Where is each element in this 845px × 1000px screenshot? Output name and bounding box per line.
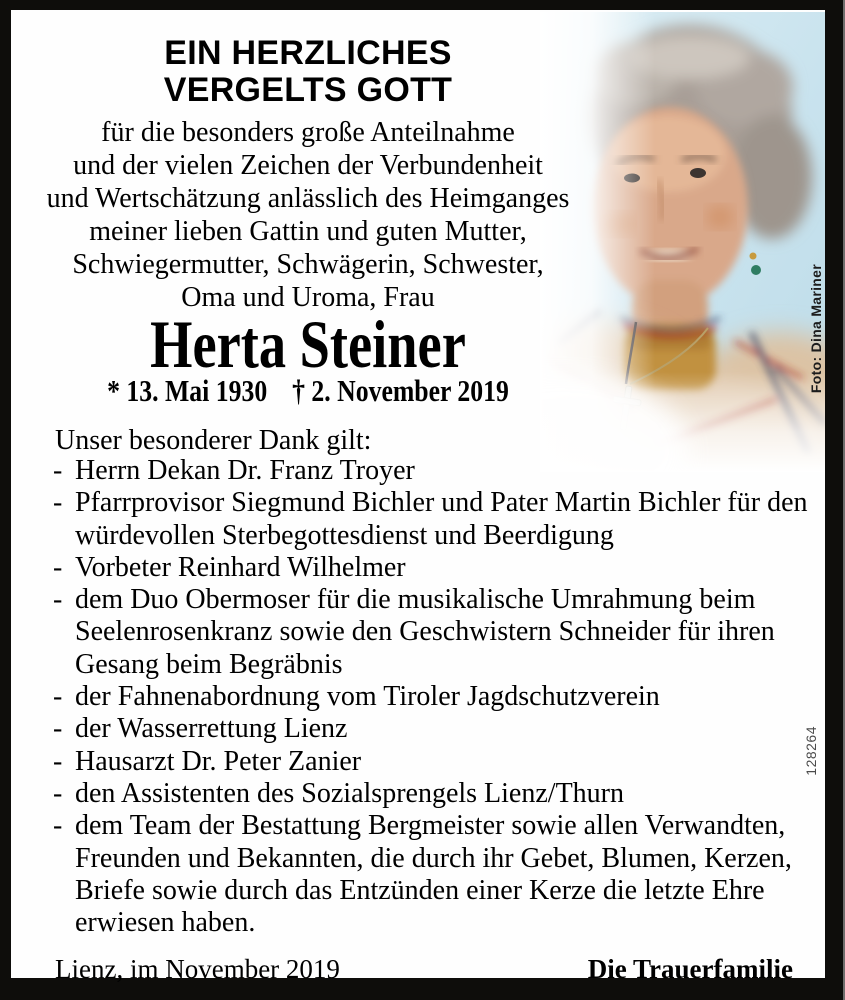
reference-number: 128264: [803, 726, 819, 776]
intro-line: meiner lieben Gattin und guten Mutter,: [89, 216, 527, 247]
list-item-text: der Wasserrettung Lienz: [75, 713, 348, 745]
list-item: [52, 487, 817, 552]
list-item-text: dem Team der Bestattung Bergmeister sowie allen Verwandten, Freunden und Bekannten, die durch ihr Gebet, Blumen, Kerzen, Briefe sowie durch das Entzünden einer Kerze die letzte Ehre erwiesen haben.: [75, 810, 792, 939]
deceased-name: Herta Steiner: [150, 306, 466, 382]
list-item: [52, 810, 817, 939]
list-bullet: -: [53, 584, 63, 616]
list-bullet: -: [53, 455, 63, 486]
list-bullet: -: [53, 745, 63, 777]
list-item-text: Hausarzt Dr. Peter Zanier: [75, 745, 362, 777]
list-item-text: Vorbeter Reinhard Wilhelmer: [75, 551, 406, 583]
list-item: [52, 778, 817, 810]
thanks-list: [52, 455, 817, 939]
intro-paragraph: [11, 116, 605, 314]
life-dates: [61, 375, 554, 406]
notice-page: [11, 10, 825, 984]
list-item: [52, 552, 817, 584]
list-item: [52, 455, 817, 487]
list-item: [52, 713, 817, 745]
list-bullet: -: [53, 777, 63, 809]
heading-line-2: VERGELTS GOTT: [163, 71, 453, 109]
notice-heading: [11, 35, 605, 109]
list-item: [52, 681, 817, 713]
list-bullet: -: [53, 551, 63, 583]
list-item-text: der Fahnenabordnung vom Tiroler Jagdschutzverein: [75, 681, 660, 713]
list-bullet: -: [53, 681, 63, 713]
list-bullet: -: [53, 810, 63, 842]
thanks-title: Unser besonderer Dank gilt:: [55, 425, 372, 456]
list-item-text: Herrn Dekan Dr. Franz Troyer: [75, 455, 415, 486]
place-and-date: Lienz, im November 2019: [55, 954, 340, 984]
death-date: † 2. November 2019: [292, 373, 509, 408]
list-item: [52, 746, 817, 778]
intro-line: für die besonders große Anteilnahme: [101, 117, 515, 148]
heading-line-1: EIN HERZLICHES: [164, 34, 452, 72]
list-bullet: -: [53, 487, 63, 519]
birth-date: * 13. Mai 1930: [107, 373, 268, 408]
intro-line: Oma und Uroma, Frau: [181, 282, 435, 313]
list-item-text: Pfarrprovisor Siegmund Bichler und Pater Martin Bichler für den würdevollen Sterbegottesdienst und Beerdigung: [75, 487, 808, 551]
mourning-family-signature: Die Trauerfamilie: [587, 954, 793, 984]
list-item: [52, 584, 817, 681]
intro-line: und der vielen Zeichen der Verbundenheit: [73, 150, 543, 181]
intro-line: und Wertschätzung anlässlich des Heimganges: [46, 183, 570, 214]
list-bullet: -: [53, 713, 63, 745]
intro-line: Schwiegermutter, Schwägerin, Schwester,: [72, 249, 544, 280]
list-item-text: den Assistenten des Sozialsprengels Lienz/Thurn: [75, 777, 624, 809]
list-item-text: dem Duo Obermoser für die musikalische Umrahmung beim Seelenrosenkranz sowie den Geschwistern Schneider für ihren Gesang beim Begräbnis: [75, 584, 775, 680]
photo-credit: Foto: Dina Mariner: [808, 264, 824, 394]
